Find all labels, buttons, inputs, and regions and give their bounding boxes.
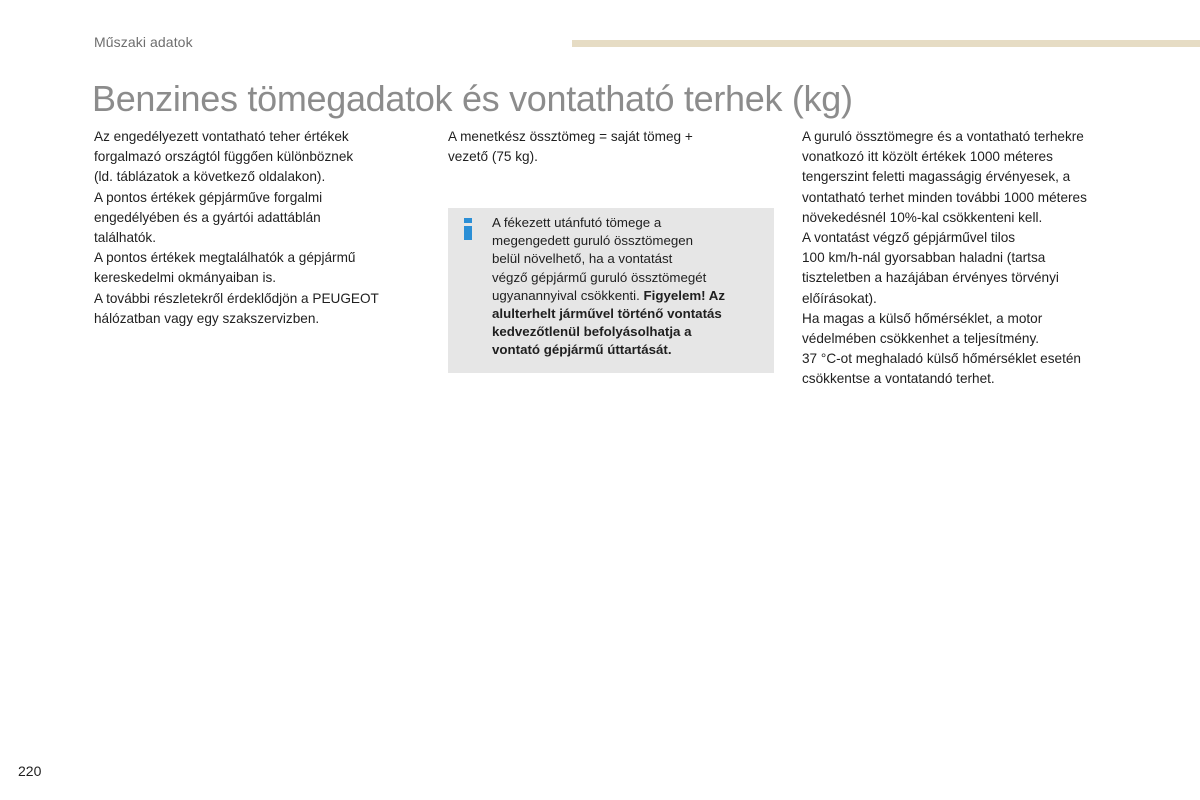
text-line: 37 °C-ot meghaladó külső hőmérséklet esetén [802, 351, 1081, 367]
text-line: A vontatást végző gépjárművel tilos [802, 230, 1016, 246]
text-line: végző gépjármű guruló össztömegét [492, 269, 707, 285]
text-line: A pontos értékek megtalálhatók a gépjármű [94, 250, 356, 266]
text-fragment: ugyanannyival csökkenti. [492, 287, 644, 303]
text-line: Az engedélyezett vontatható teher értékek [94, 129, 349, 144]
text-line: hálózatban vagy egy szakszervizben. [94, 310, 320, 326]
text-line: belül növelhető, ha a vontatást [492, 251, 673, 267]
warning-line [492, 305, 768, 323]
text-line: vezető (75 kg). [448, 149, 538, 165]
text-line: tiszteletben a hazájában érvényes törvényi [802, 270, 1059, 286]
text-line: találhatók. [94, 230, 156, 246]
text-line: A guruló össztömegre és a vontatható terhekre [802, 129, 1084, 144]
text-line: forgalmazó országtól függően különböznek [94, 149, 354, 165]
text-line: A menetkész össztömeg = saját tömeg + [448, 129, 693, 144]
text-line: A fékezett utánfutó tömege a [492, 215, 662, 230]
text-column-3 [802, 127, 1142, 390]
text-line: kereskedelmi okmányaiban is. [94, 270, 277, 286]
text-line: tengerszint feletti magasságig érvényesek, a [802, 169, 1071, 185]
paragraph [448, 127, 748, 167]
text-column-1 [94, 127, 429, 329]
text-line: A pontos értékek gépjárműve forgalmi [94, 189, 323, 205]
warning-line [492, 341, 768, 359]
section-label: Műszaki adatok [94, 34, 193, 50]
text-line: növekedésnél 10%-kal csökkenteni kell. [802, 209, 1043, 225]
warning-text: kedvezőtlenül befolyásolhatja a [492, 324, 692, 340]
paragraph [94, 127, 429, 329]
text-line: vontatható terhet minden további 1000 méteres [802, 189, 1087, 205]
text-line: vonatkozó itt közölt értékek 1000 méteres [802, 149, 1053, 165]
text-line: engedélyében és a gyártói adattáblán [94, 209, 321, 225]
text-column-2 [448, 127, 748, 167]
info-text [492, 214, 768, 360]
warning-text: Figyelem! Az [643, 287, 726, 303]
warning-text: alulterhelt járművel történő vontatás [492, 306, 722, 322]
text-line: előírásokat). [802, 290, 877, 306]
text-line: csökkentse a vontatandó terhet. [802, 371, 995, 387]
warning-text: vontató gépjármű úttartását. [492, 342, 672, 358]
info-icon [464, 218, 474, 240]
page-title: Benzines tömegadatok és vontatható terhek (kg) [92, 78, 853, 119]
header-rule [572, 40, 1200, 47]
text-line: A további részletekről érdeklődjön a PEUGEOT [94, 290, 379, 306]
text-line: 100 km/h-nál gyorsabban haladni (tartsa [802, 250, 1046, 266]
paragraph [802, 127, 1142, 390]
text-line: megengedett guruló össztömegen [492, 233, 694, 249]
text-line: védelmében csökkenhet a teljesítmény. [802, 331, 1040, 347]
info-box [448, 208, 774, 373]
page-number: 220 [18, 763, 42, 779]
text-line [492, 287, 768, 305]
text-line: Ha magas a külső hőmérséklet, a motor [802, 310, 1043, 326]
text-line: (ld. táblázatok a következő oldalakon). [94, 169, 326, 185]
warning-line [492, 323, 768, 341]
